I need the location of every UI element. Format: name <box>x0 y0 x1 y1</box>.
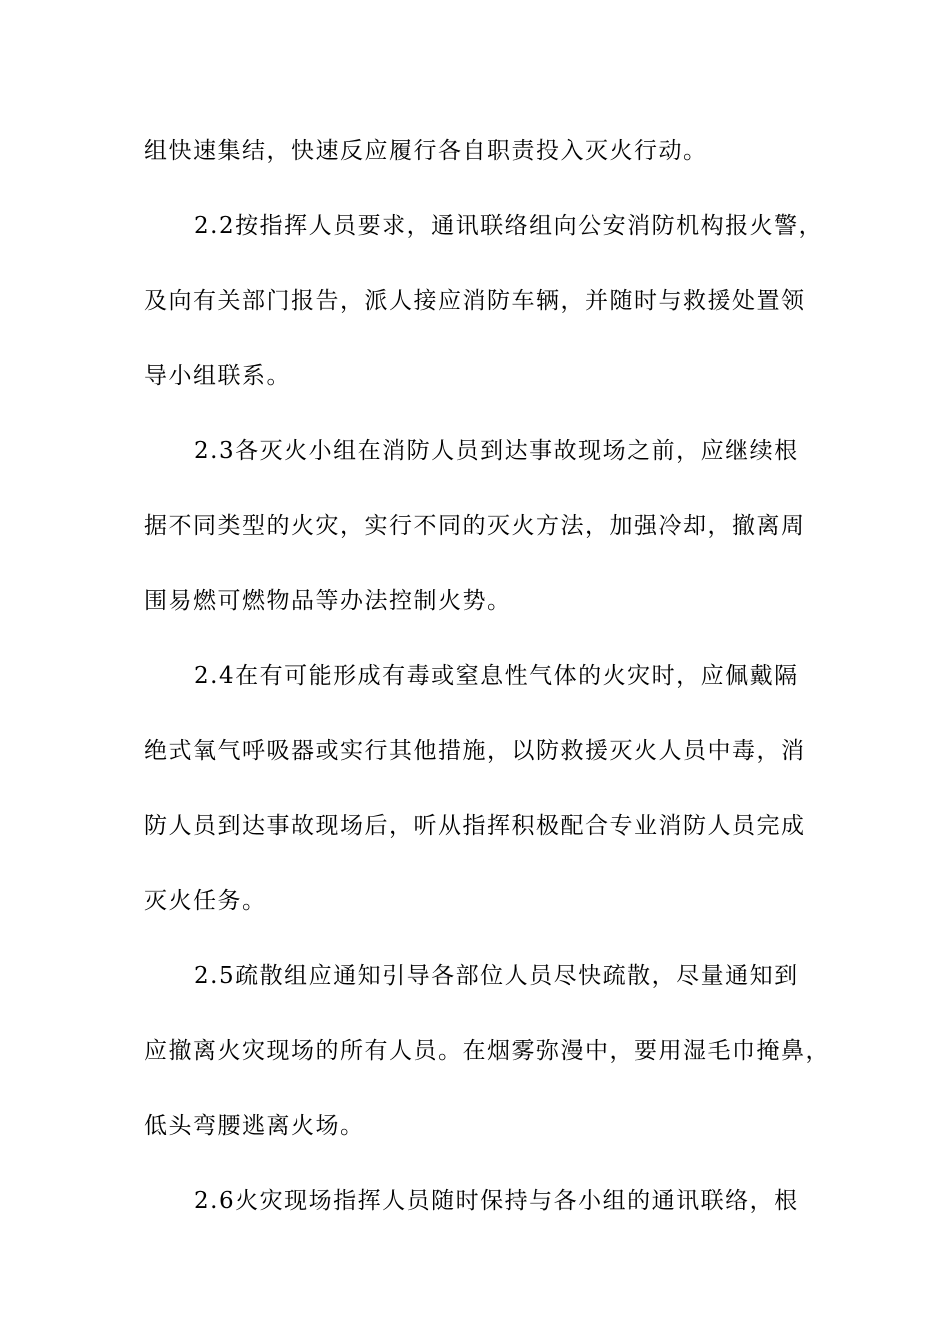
text-line: 据不同类型的火灾，实行不同的灭火方法，加强冷却，撤离周 <box>144 513 806 539</box>
text-line: 组快速集结，快速反应履行各自职责投入灭火行动。 <box>144 138 708 164</box>
paragraph-line: 2.2按指挥人员要求，通讯联络组向公安消防机构报火警， <box>194 213 824 239</box>
paragraph-line: 2.3各灭火小组在消防人员到达事故现场之前，应继续根 <box>194 438 799 464</box>
text-line: 导小组联系。 <box>144 363 291 389</box>
text-line: 应撤离火灾现场的所有人员。在烟雾弥漫中，要用湿毛巾掩鼻， <box>144 1038 830 1064</box>
text-line: 绝式氧气呼吸器或实行其他措施，以防救援灭火人员中毒，消 <box>144 738 806 764</box>
paragraph-line: 2.4在有可能形成有毒或窒息性气体的火灾时，应佩戴隔 <box>194 663 799 689</box>
text-line: 低头弯腰逃离火场。 <box>144 1113 365 1139</box>
text-line: 围易燃可燃物品等办法控制火势。 <box>144 588 512 614</box>
paragraph-line: 2.6火灾现场指挥人员随时保持与各小组的通讯联络，根 <box>194 1188 799 1214</box>
paragraph-line: 2.5疏散组应通知引导各部位人员尽快疏散，尽量通知到 <box>194 963 799 989</box>
text-line: 灭火任务。 <box>144 888 267 914</box>
text-line: 防人员到达事故现场后，听从指挥积极配合专业消防人员完成 <box>144 813 806 839</box>
text-line: 及向有关部门报告，派人接应消防车辆，并随时与救援处置领 <box>144 288 806 314</box>
